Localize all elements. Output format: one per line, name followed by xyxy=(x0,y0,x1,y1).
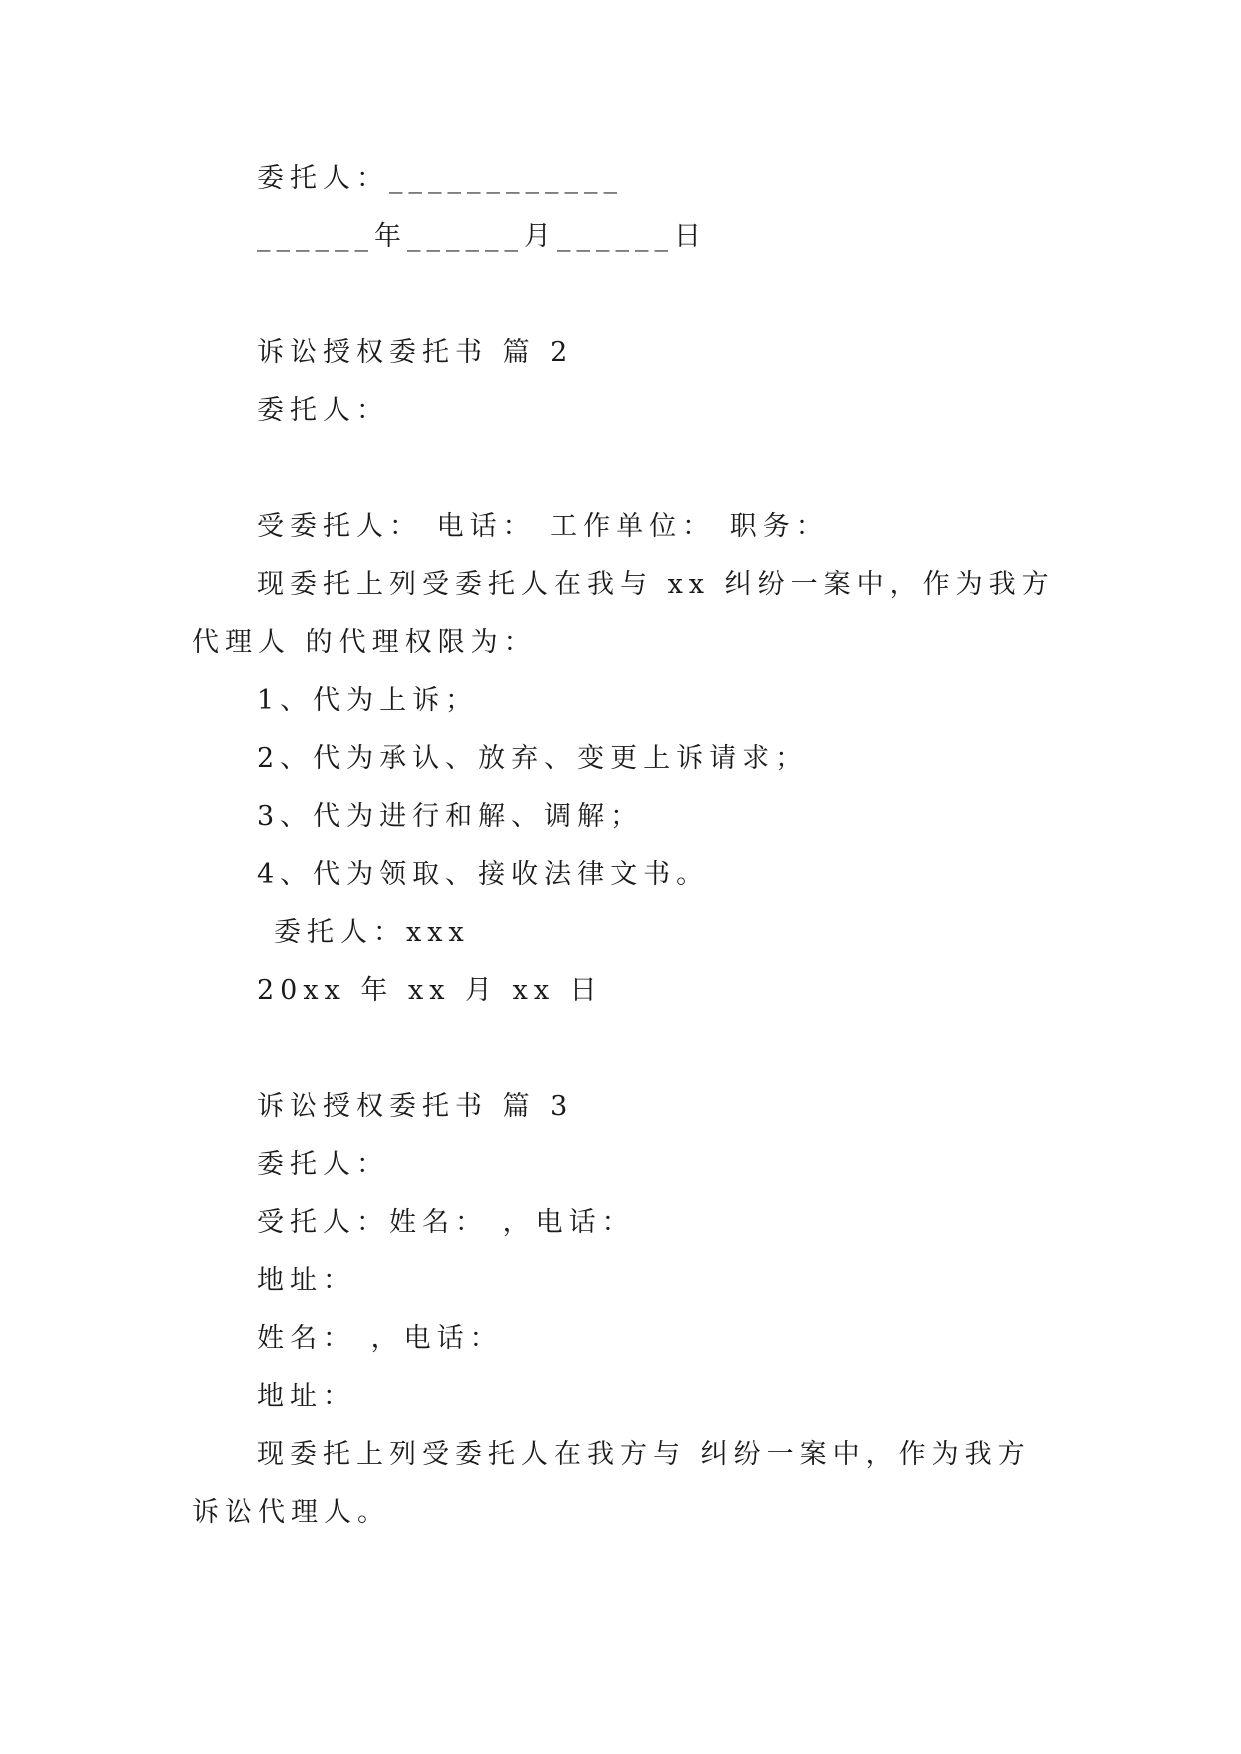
section-2-authorization-line: 现委托上列受委托人在我与 xx 纠纷一案中，作为我方 xyxy=(257,569,1055,600)
power-item: 1、代为上诉； xyxy=(257,685,479,716)
section-2-principal: 委托人： xyxy=(257,395,389,426)
section-2-agent-info: 受委托人： 电话： 工作单位： 职务： xyxy=(257,511,829,542)
section-2-signature: 委托人：xxx xyxy=(274,917,470,948)
section-2-date: 20xx 年 xx 月 xx 日 xyxy=(257,975,603,1006)
spacer xyxy=(0,1020,1241,1078)
date-fill-line: ______年______月______日 xyxy=(257,221,707,252)
section-3-agent-2-address: 地址： xyxy=(257,1381,356,1412)
power-item: 3、代为进行和解、调解； xyxy=(257,801,644,832)
section-3-principal: 委托人： xyxy=(257,1149,389,1180)
principal-signature-line: 委托人：____________ xyxy=(257,163,623,194)
section-3-authorization-line: 现委托上列受委托人在我方与 纠纷一案中，作为我方 xyxy=(257,1439,1031,1470)
section-3-authorization-line: 诉讼代理人。 xyxy=(192,1497,390,1528)
section-3-agent-2-info: 姓名： ，电话： xyxy=(257,1323,503,1354)
section-2-authorization-line: 代理人 的代理权限为： xyxy=(192,627,537,658)
section-3-title: 诉讼授权委托书 篇 3 xyxy=(257,1091,574,1122)
power-item: 4、代为领取、接收法律文书。 xyxy=(257,859,710,890)
spacer xyxy=(0,440,1241,498)
section-3-agent-1-address: 地址： xyxy=(257,1265,356,1296)
power-item: 2、代为承认、放弃、变更上诉请求； xyxy=(257,743,809,774)
spacer xyxy=(0,266,1241,324)
section-2-title: 诉讼授权委托书 篇 2 xyxy=(257,337,574,368)
section-3-agent-1-info: 受托人：姓名： ，电话： xyxy=(257,1207,635,1238)
